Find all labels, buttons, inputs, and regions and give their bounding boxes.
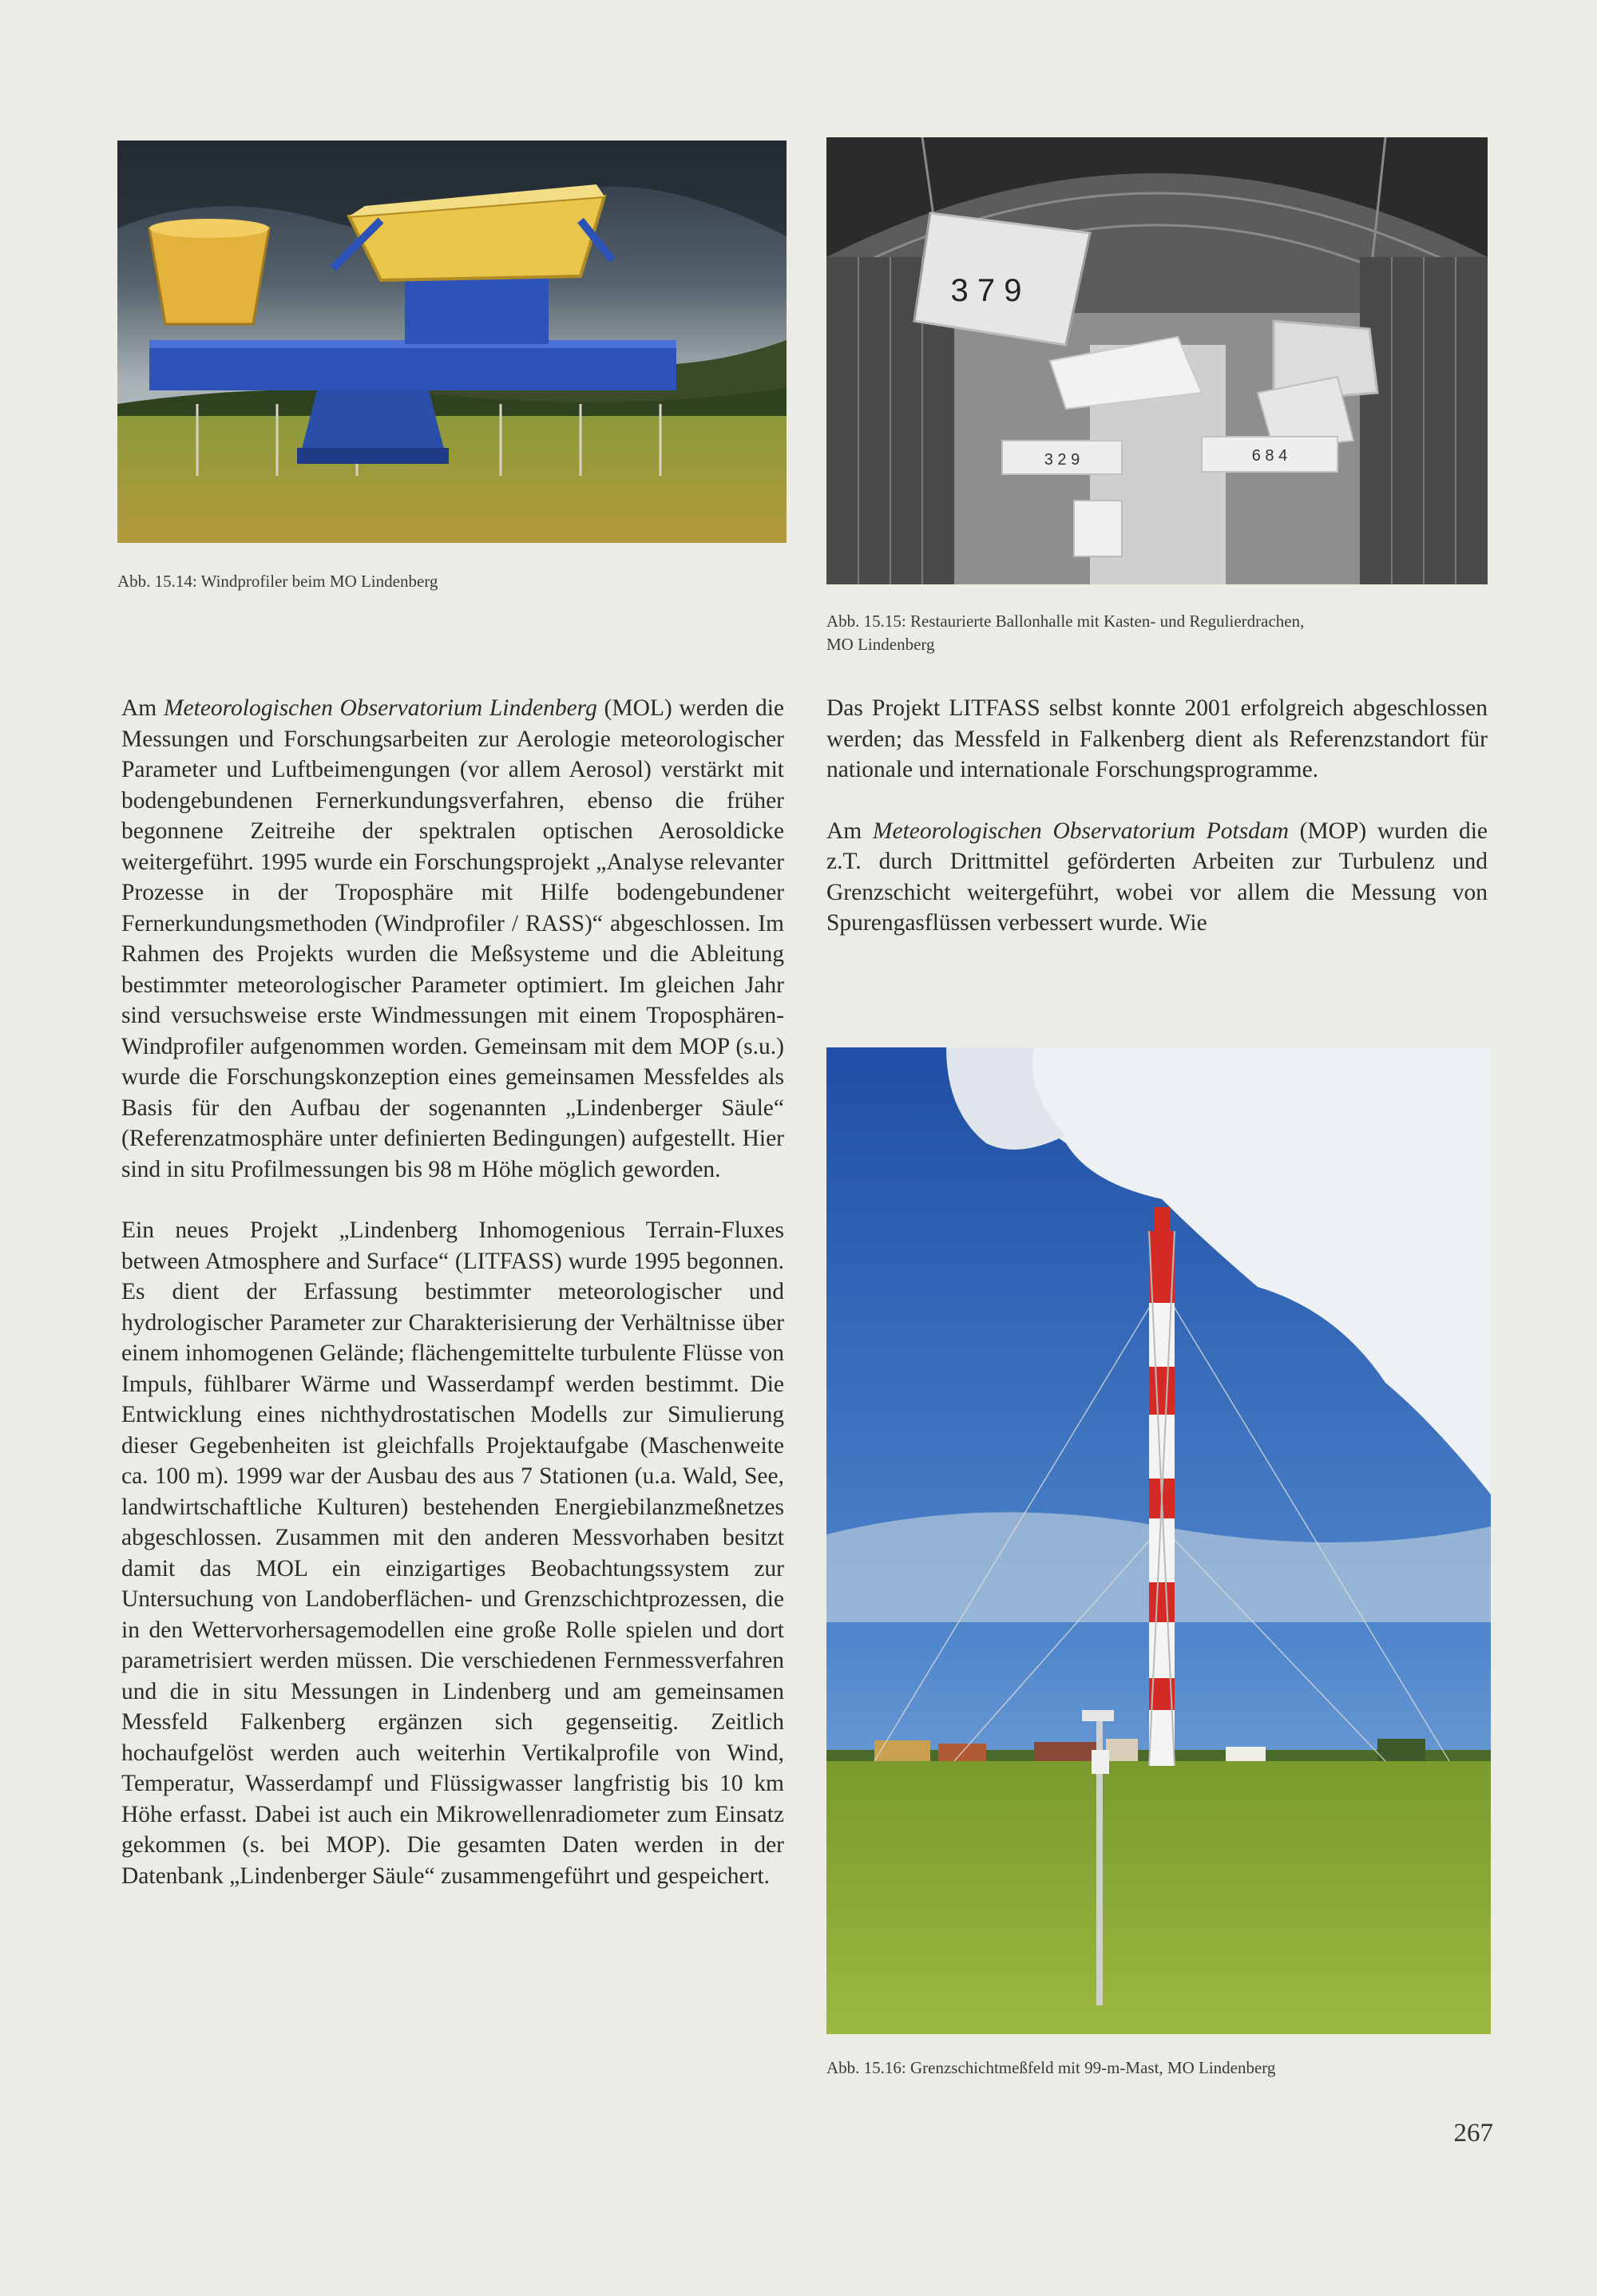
kite-label-small-right: 6 8 4 bbox=[1251, 447, 1288, 465]
mast-field-photo bbox=[826, 1047, 1491, 2034]
page-number: 267 bbox=[1453, 2119, 1493, 2148]
balloon-hall-photo bbox=[826, 137, 1488, 584]
right-column bbox=[826, 693, 1488, 939]
figure-caption-15-15 bbox=[826, 610, 1488, 656]
paragraph-mop: Am Meteorologischen Observatorium Potsdam (MOP) wurden die z.T. durch Drittmittel geförderten Arbeiten zur Turbulenz und Grenzschicht weitergeführt, wobei vor allem die Messung von Spurengasflüssen verbessert wurde. Wie bbox=[826, 817, 1488, 936]
figure-caption-15-15-line2: MO Lindenberg bbox=[826, 635, 935, 654]
paragraph-litfass-complete: Das Projekt LITFASS selbst konnte 2001 erfolgreich abgeschlossen werden; das Messfeld in Falkenberg dient als Referenzstandort für nationale und internationale Forschungsprogramme. bbox=[826, 695, 1488, 782]
figure-caption-15-16: Abb. 15.16: Grenzschichtmeßfeld mit 99-m-Mast, MO Lindenberg bbox=[826, 2058, 1276, 2077]
windprofiler-photo bbox=[117, 141, 787, 543]
figure-caption-15-15-line1: Abb. 15.15: Restaurierte Ballonhalle mit Kasten- und Regulierdrachen, bbox=[826, 612, 1305, 631]
institution-name-mol: Meteorologischen Observatorium Lindenberg bbox=[163, 695, 597, 721]
institution-name-mop: Meteorologischen Observatorium Potsdam bbox=[872, 817, 1289, 844]
figure-caption-15-14: Abb. 15.14: Windprofiler beim MO Lindenberg bbox=[117, 572, 438, 591]
kite-label-small-left: 3 2 9 bbox=[1044, 451, 1080, 469]
paragraph-mol: Am Meteorologischen Observatorium Lindenberg (MOL) werden die Messungen und Forschungsarbeiten zur Aerologie meteorologischer Parameter und Luftbeimengungen (vor allem Aerosol) verstärkt mit bodengebundenen Fernerkundungsverfahren, ebenso die früher begonnene Zeitreihe der spektralen optischen Aerosoldicke weitergeführt. 1995 wurde ein Forschungsprojekt „Analyse relevanter Prozesse in der Troposphäre mit Hilfe bodengebundener Fernerkundungsmethoden (Windprofiler / RASS)“ abgeschlossen. Im Rahmen des Projekts wurden die Meßsysteme und die Ableitung bestimmter meteorologischer Parameter optimiert. Im gleichen Jahr sind versuchsweise erste Windmessungen mit einem Troposphären-Windprofiler aufgenommen worden. Gemeinsam mit dem MOP (s.u.) wurde die Forschungskonzeption eines gemeinsamen Messfeldes als Basis für den Aufbau der sogenannten „Lindenberger Säule“ (Referenzatmosphäre unter definierten Bedingungen) aufgestellt. Hier sind in situ Profilmessungen bis 98 m Höhe möglich geworden. bbox=[121, 695, 784, 1182]
paragraph-litfass: Ein neues Projekt „Lindenberg Inhomogenious Terrain-Fluxes between Atmosphere and Surface“ (LITFASS) wurde 1995 begonnen. Es dient der Erfassung bestimmter meteorologischer und hydrologischer Parameter zur Charakterisierung der Verhältnisse über einem inhomogenen Gelände; flächengemittelte turbulente Flüsse von Impuls, fühlbarer Wärme und Wasserdampf werden bestimmt. Die Entwicklung eines nichthydrostatischen Modells zur Simulierung dieser Gegebenheiten ist gleichfalls Projektaufgabe (Maschenweite ca. 100 m). 1999 war der Ausbau des aus 7 Stationen (u.a. Wald, See, landwirtschaftliche Kulturen) bestehenden Energiebilanzmeßnetzes abgeschlossen. Zusammen mit den anderen Messvorhaben besitzt damit das MOL ein einzigartiges Beobachtungssystem zur Untersuchung von Landoberflächen- und Grenzschichtprozessen, die in den Wettervorhersagemodellen eine große Rolle spielen und dort parametrisiert werden müssen. Die verschiedenen Fernmessverfahren und die in situ Messungen in Lindenberg und am gemeinsamen Messfeld Falkenberg ergänzen sich gegenseitig. Zeitlich hochaufgelöst werden auch weiterhin Vertikalprofile von Wind, Temperatur, Wasserdampf und Flüssigwasser langfristig bis 10 km Höhe erfasst. Dabei ist auch ein Mikrowellenradiometer zum Einsatz gekommen (s. bei MOP). Die gesamten Daten werden in der Datenbank „Lindenberger Säule“ zusammengeführt und gespeichert. bbox=[121, 1217, 784, 1889]
kite-label-large: 3 7 9 bbox=[950, 273, 1022, 308]
left-column bbox=[121, 693, 784, 1891]
